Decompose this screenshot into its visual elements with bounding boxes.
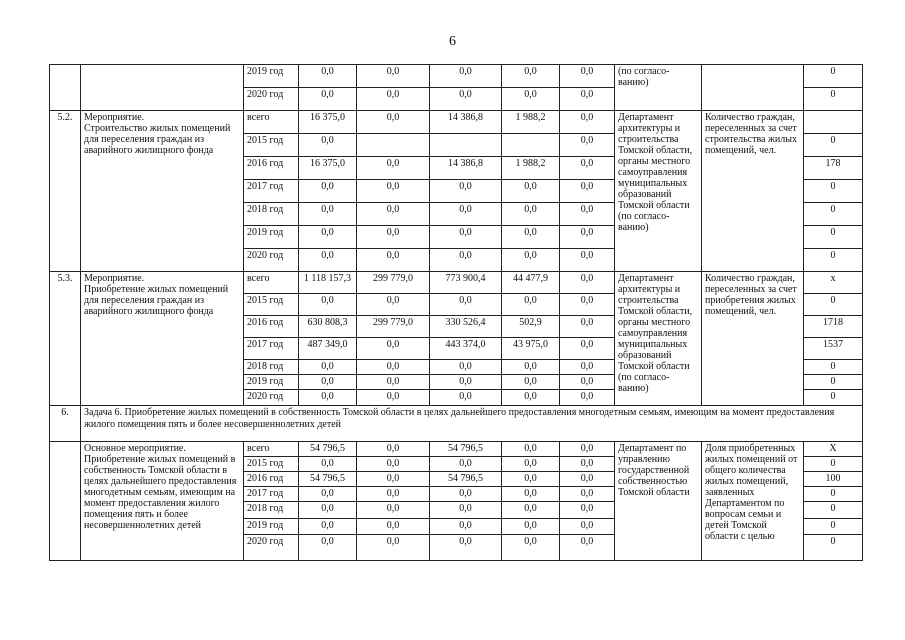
value-cell: 0,0 (299, 360, 357, 375)
year-cell: 2019 год (244, 375, 299, 390)
value-cell: 0,0 (357, 487, 430, 502)
value-cell: 0,0 (299, 180, 357, 203)
indicator-value: 178 (804, 157, 863, 180)
value-cell: 0,0 (502, 375, 560, 390)
value-cell: 0,0 (430, 203, 502, 226)
value-cell: 1 988,2 (502, 111, 560, 134)
value-cell: 0,0 (502, 390, 560, 406)
indicator-value: 0 (804, 203, 863, 226)
value-cell: 0,0 (299, 65, 357, 88)
indicator-value (804, 111, 863, 134)
value-cell: 0,0 (560, 226, 615, 249)
indicator-value: 0 (804, 134, 863, 157)
executor-cell: Департамент архитектуры и строительства Томской области, органы местного самоуправления муниципальных образований Томской области (по согласо- ванию) (615, 111, 702, 272)
value-cell: 0,0 (430, 457, 502, 472)
indicator-value: 0 (804, 88, 863, 111)
value-cell (430, 134, 502, 157)
executor-cell: Департамент по управлению государственной собственностью Томской области (615, 442, 702, 561)
value-cell: 773 900,4 (430, 272, 502, 294)
year-cell: 2015 год (244, 294, 299, 316)
value-cell: 0,0 (299, 502, 357, 519)
indicator-value: 0 (804, 502, 863, 519)
value-cell: 0,0 (502, 180, 560, 203)
value-cell: 330 526,4 (430, 316, 502, 338)
value-cell: 0,0 (357, 360, 430, 375)
year-cell: 2020 год (244, 535, 299, 561)
value-cell: 54 796,5 (430, 472, 502, 487)
value-cell: 0,0 (560, 111, 615, 134)
value-cell: 54 796,5 (299, 442, 357, 457)
year-cell: 2017 год (244, 180, 299, 203)
value-cell: 0,0 (560, 535, 615, 561)
value-cell: 0,0 (430, 535, 502, 561)
year-cell: 2018 год (244, 203, 299, 226)
indicator-name: Количество граждан, переселенных за счет строительства жилых помещений, чел. (702, 111, 804, 272)
year-cell: 2017 год (244, 487, 299, 502)
value-cell: 0,0 (502, 88, 560, 111)
value-cell: 0,0 (502, 519, 560, 535)
indicator-value: 0 (804, 457, 863, 472)
value-cell: 0,0 (299, 294, 357, 316)
value-cell: 0,0 (430, 390, 502, 406)
value-cell: 0,0 (560, 502, 615, 519)
indicator-name (702, 65, 804, 111)
task-number: 6. (50, 406, 81, 442)
value-cell: 0,0 (560, 472, 615, 487)
year-cell: 2020 год (244, 88, 299, 111)
value-cell: 1 118 157,3 (299, 272, 357, 294)
year-cell: 2018 год (244, 360, 299, 375)
table-row (50, 442, 863, 457)
value-cell: 502,9 (502, 316, 560, 338)
year-cell: 2016 год (244, 157, 299, 180)
value-cell: 0,0 (299, 203, 357, 226)
value-cell: 0,0 (560, 134, 615, 157)
value-cell: 0,0 (502, 226, 560, 249)
value-cell: 630 808,3 (299, 316, 357, 338)
indicator-value: 0 (804, 180, 863, 203)
value-cell: 0,0 (560, 375, 615, 390)
value-cell: 0,0 (430, 360, 502, 375)
task-row (50, 406, 863, 442)
value-cell: 0,0 (430, 294, 502, 316)
item-description (81, 65, 244, 111)
value-cell: 0,0 (357, 65, 430, 88)
indicator-value: 1718 (804, 316, 863, 338)
value-cell: 0,0 (299, 487, 357, 502)
value-cell: 0,0 (560, 457, 615, 472)
indicator-value: 0 (804, 249, 863, 272)
value-cell: 0,0 (357, 502, 430, 519)
year-cell: 2017 год (244, 338, 299, 360)
value-cell: 0,0 (357, 535, 430, 561)
value-cell: 443 374,0 (430, 338, 502, 360)
value-cell: 0,0 (430, 502, 502, 519)
value-cell: 0,0 (560, 294, 615, 316)
year-cell: 2019 год (244, 519, 299, 535)
value-cell: 0,0 (560, 487, 615, 502)
value-cell: 14 386,8 (430, 111, 502, 134)
indicator-name: Доля приобретенных жилых помещений от общего количества жилых помещений, заявленных Департаментом по вопросам семьи и детей Томской области с целью (702, 442, 804, 561)
value-cell: 0,0 (357, 180, 430, 203)
value-cell: 0,0 (357, 519, 430, 535)
value-cell: 54 796,5 (299, 472, 357, 487)
value-cell: 0,0 (357, 294, 430, 316)
value-cell: 0,0 (560, 65, 615, 88)
indicator-value: 100 (804, 472, 863, 487)
value-cell: 0,0 (430, 226, 502, 249)
value-cell: 1 988,2 (502, 157, 560, 180)
indicator-value: 0 (804, 487, 863, 502)
value-cell: 16 375,0 (299, 111, 357, 134)
indicator-value: 0 (804, 535, 863, 561)
indicator-value: 0 (804, 294, 863, 316)
page-number: 6 (449, 34, 456, 49)
value-cell: 0,0 (299, 226, 357, 249)
value-cell (502, 134, 560, 157)
value-cell: 0,0 (357, 472, 430, 487)
value-cell: 0,0 (299, 519, 357, 535)
year-cell: 2020 год (244, 249, 299, 272)
value-cell: 0,0 (560, 203, 615, 226)
value-cell: 0,0 (299, 88, 357, 111)
value-cell: 0,0 (299, 375, 357, 390)
year-cell: 2019 год (244, 226, 299, 249)
value-cell: 299 779,0 (357, 316, 430, 338)
value-cell: 14 386,8 (430, 157, 502, 180)
indicator-value: 0 (804, 360, 863, 375)
value-cell: 0,0 (299, 134, 357, 157)
value-cell (357, 134, 430, 157)
year-cell: 2018 год (244, 502, 299, 519)
table-row (50, 65, 863, 88)
value-cell: 487 349,0 (299, 338, 357, 360)
value-cell: 0,0 (502, 65, 560, 88)
value-cell: 16 375,0 (299, 157, 357, 180)
year-cell: 2015 год (244, 457, 299, 472)
year-cell: 2015 год (244, 134, 299, 157)
item-number (50, 442, 81, 561)
value-cell: 0,0 (502, 487, 560, 502)
value-cell: 0,0 (430, 88, 502, 111)
value-cell: 0,0 (357, 226, 430, 249)
executor-cell: Департамент архитектуры и строительства Томской области, органы местного самоуправления муниципальных образований Томской области (по согласо- ванию) (615, 272, 702, 406)
value-cell: 0,0 (560, 157, 615, 180)
indicator-value: 0 (804, 375, 863, 390)
value-cell: 0,0 (502, 249, 560, 272)
table-row (50, 111, 863, 134)
year-cell: 2016 год (244, 472, 299, 487)
value-cell: 0,0 (430, 65, 502, 88)
value-cell: 44 477,9 (502, 272, 560, 294)
value-cell: 0,0 (299, 249, 357, 272)
value-cell: 0,0 (502, 442, 560, 457)
year-cell: всего (244, 272, 299, 294)
value-cell: 0,0 (560, 519, 615, 535)
year-cell: 2020 год (244, 390, 299, 406)
value-cell: 0,0 (357, 457, 430, 472)
value-cell: 43 975,0 (502, 338, 560, 360)
indicator-name: Количество граждан, переселенных за счет приобретения жилых помещений, чел. (702, 272, 804, 406)
indicator-value: 0 (804, 390, 863, 406)
year-cell: 2019 год (244, 65, 299, 88)
value-cell: 0,0 (430, 375, 502, 390)
year-cell: всего (244, 111, 299, 134)
value-cell: 0,0 (357, 203, 430, 226)
value-cell: 0,0 (502, 360, 560, 375)
item-description: Мероприятие. Приобретение жилых помещений для переселения граждан из аварийного жилищного фонда (81, 272, 244, 406)
value-cell: 0,0 (357, 249, 430, 272)
indicator-value: Х (804, 442, 863, 457)
item-number (50, 65, 81, 111)
value-cell: 0,0 (357, 390, 430, 406)
value-cell: 0,0 (560, 316, 615, 338)
value-cell: 0,0 (502, 535, 560, 561)
value-cell: 0,0 (502, 502, 560, 519)
value-cell: 0,0 (357, 442, 430, 457)
value-cell: 0,0 (299, 457, 357, 472)
table-row (50, 272, 863, 294)
value-cell: 0,0 (502, 457, 560, 472)
value-cell: 0,0 (560, 88, 615, 111)
value-cell: 0,0 (502, 203, 560, 226)
year-cell: всего (244, 442, 299, 457)
value-cell: 0,0 (357, 111, 430, 134)
item-description: Мероприятие. Строительство жилых помещений для переселения граждан из аварийного жилищного фонда (81, 111, 244, 272)
value-cell: 0,0 (430, 180, 502, 203)
value-cell: 0,0 (560, 360, 615, 375)
value-cell: 0,0 (560, 442, 615, 457)
value-cell: 299 779,0 (357, 272, 430, 294)
item-number: 5.2. (50, 111, 81, 272)
value-cell: 0,0 (560, 338, 615, 360)
value-cell: 0,0 (430, 487, 502, 502)
indicator-value: х (804, 272, 863, 294)
value-cell: 0,0 (299, 535, 357, 561)
value-cell: 0,0 (560, 390, 615, 406)
program-table (49, 64, 863, 561)
value-cell: 0,0 (560, 272, 615, 294)
value-cell: 0,0 (502, 472, 560, 487)
value-cell: 0,0 (357, 157, 430, 180)
executor-cell: (по согласо- ванию) (615, 65, 702, 111)
value-cell: 0,0 (560, 249, 615, 272)
indicator-value: 0 (804, 65, 863, 88)
value-cell: 0,0 (430, 249, 502, 272)
year-cell: 2016 год (244, 316, 299, 338)
indicator-value: 0 (804, 226, 863, 249)
indicator-value: 0 (804, 519, 863, 535)
task-text: Задача 6. Приобретение жилых помещений в собственность Томской области в целях дальнейшего предоставления многодетным семьям, имеющим на момент предоставления жилого помещения пять и более несовершеннолетних детей (81, 406, 863, 442)
value-cell: 0,0 (502, 294, 560, 316)
value-cell: 0,0 (357, 88, 430, 111)
value-cell: 0,0 (357, 375, 430, 390)
indicator-value: 1537 (804, 338, 863, 360)
value-cell: 0,0 (299, 390, 357, 406)
value-cell: 0,0 (430, 519, 502, 535)
value-cell: 54 796,5 (430, 442, 502, 457)
item-description: Основное мероприятие. Приобретение жилых помещений в собственность Томской области в целях дальнейшего предоставления многодетным семьям, имеющим на момент предоставления жилого помещения пять и более несовершеннолетних детей (81, 442, 244, 561)
value-cell: 0,0 (560, 180, 615, 203)
item-number: 5.3. (50, 272, 81, 406)
value-cell: 0,0 (357, 338, 430, 360)
